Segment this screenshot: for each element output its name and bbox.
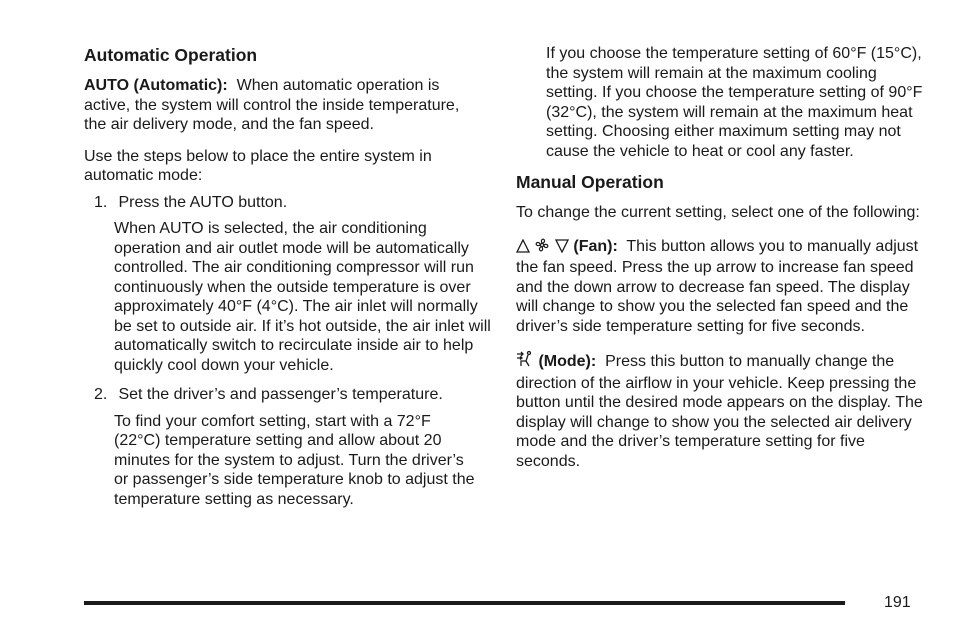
auto-intro: Use the steps below to place the entire system in automatic mode: bbox=[84, 147, 432, 184]
auto-paragraph bbox=[84, 76, 464, 135]
step-1 bbox=[94, 193, 494, 213]
page-number: 191 bbox=[884, 594, 911, 611]
fan-down-arrow-icon bbox=[555, 239, 569, 259]
step-2-detail: To find your comfort setting, start with a 72°F (22°C) temperature setting and allow about 20 minutes for the system to adjust. Turn the driver’s or passenger’s side temperature knob to adjust the temperature setting as necessary. bbox=[114, 412, 475, 508]
manual-intro: To change the current setting, select one of the following: bbox=[516, 204, 920, 221]
fan-text: This button allows you to manually adjust the fan speed. Press the up arrow to increase fan speed and the down arrow to decrease fan speed. The display will change to show you the selected fan speed and the driver’s side temperature setting for five seconds. bbox=[516, 237, 919, 335]
temperature-note: If you choose the temperature setting of 60°F (15°C), the system will remain at the maximum cooling setting. If you choose the temperature setting of 90°F (32°C), the system will remain at the maximum heat setting. Choosing either maximum setting may not cause the vehicle to heat or cool any faster. bbox=[546, 45, 923, 160]
step-2 bbox=[94, 385, 494, 405]
fan-paragraph bbox=[516, 237, 926, 337]
step-1-detail: When AUTO is selected, the air conditioning operation and air outlet mode will be automatically controlled. The air conditioning compressor will run continuously when the outside temperature is over approximately 40°F (4°C). The air inlet will normally be set to outside air. If it’s hot outside, the air inlet will automatically switch to recirculate inside air to help quickly cool down your vehicle. bbox=[114, 220, 491, 374]
left-column bbox=[84, 44, 494, 516]
right-column bbox=[516, 44, 926, 478]
auto-label: AUTO (Automatic): bbox=[84, 77, 228, 94]
step-1-text: Press the AUTO button. bbox=[118, 193, 288, 211]
auto-text: When automatic operation is active, the system will control the inside temperature, the air delivery mode, and the fan speed. bbox=[84, 77, 460, 133]
mode-text: Press this button to manually change the direction of the airflow in your vehicle. Keep pressing the button until the desired mode appears on the display. The display will change to show you the selected air delivery mode and the driver’s temperature setting for five seconds. bbox=[516, 353, 923, 470]
section-heading-manual: Manual Operation bbox=[516, 172, 664, 192]
section-heading-automatic: Automatic Operation bbox=[84, 45, 258, 65]
step-2-number: 2. bbox=[94, 386, 108, 403]
fan-up-arrow-icon bbox=[516, 239, 530, 259]
mode-paragraph bbox=[516, 350, 926, 471]
mode-label: (Mode): bbox=[538, 353, 597, 370]
mode-icon bbox=[516, 350, 534, 374]
footer-rule bbox=[84, 601, 845, 605]
step-2-text: Set the driver’s and passenger’s temperature. bbox=[118, 386, 443, 403]
fan-icon bbox=[534, 237, 550, 259]
fan-label: (Fan): bbox=[573, 237, 618, 255]
step-1-number: 1. bbox=[94, 193, 108, 211]
